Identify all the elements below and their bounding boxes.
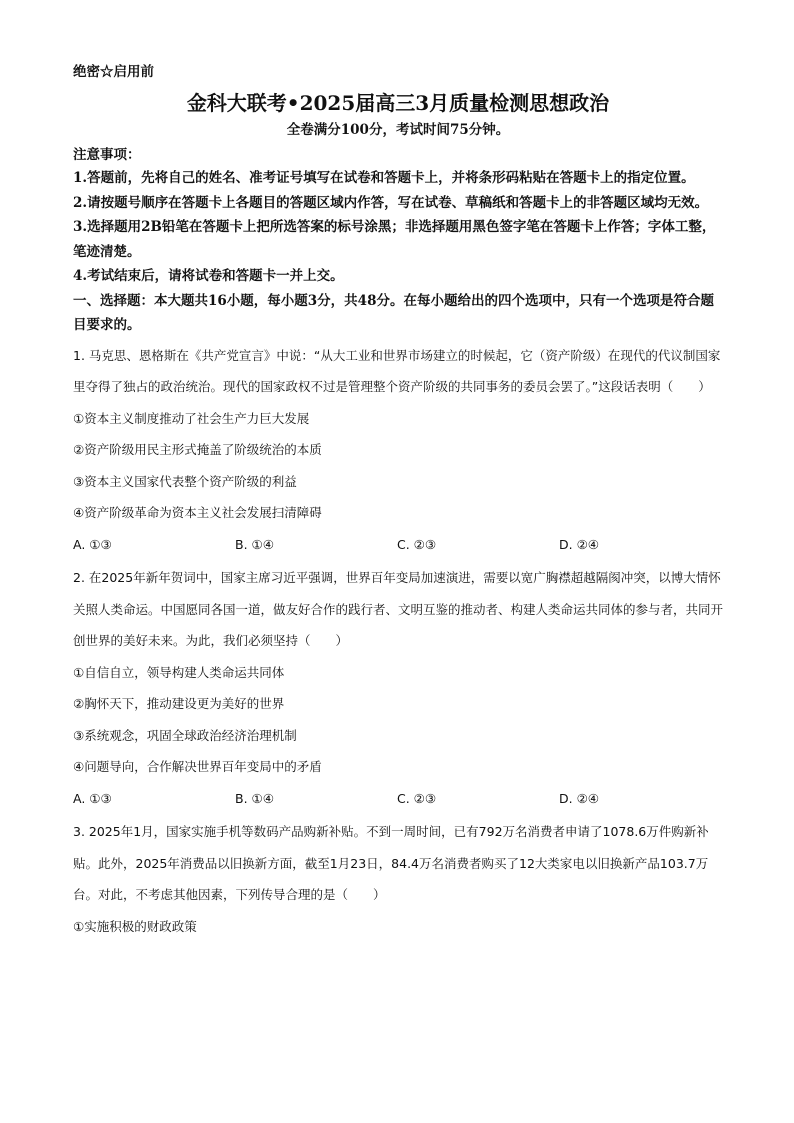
choice-c: C. ②③	[397, 536, 437, 552]
secret-mark: 绝密☆启用前	[73, 64, 154, 80]
notice-item: 4.考试结束后，请将试卷和答题卡一并上交。	[73, 268, 344, 284]
question-option: ③资本主义国家代表整个资产阶级的利益	[73, 473, 297, 489]
question-option: ①自信自立，领导构建人类命运共同体	[73, 664, 285, 680]
question-option: ①实施积极的财政政策	[73, 918, 197, 934]
choice-b: B. ①④	[235, 790, 274, 806]
answer-choices	[73, 783, 723, 815]
question-stem: 1. 马克思、恩格斯在《共产党宣言》中说：“从大工业和世界市场建立的时候起，它（资产阶级）在现代的代议制国家里夺得了独占的政治统治。现代的国家政权不过是管理整个资产阶级的共同事务的委员会罢了。”这段话表明（ ）	[73, 347, 721, 394]
choice-d: D. ②④	[559, 536, 599, 552]
question-option: ④资产阶级革命为资本主义社会发展扫清障碍	[73, 505, 322, 520]
notice-item: 1.答题前，先将自己的姓名、准考证号填写在试卷和答题卡上，并将条形码粘贴在答题卡上的指定位置。	[73, 170, 695, 186]
choice-a: A. ①③	[73, 536, 112, 552]
question-option: ②资产阶级用民主形式掩盖了阶级统治的本质	[73, 442, 322, 457]
choice-b: B. ①④	[235, 536, 274, 552]
choice-c: C. ②③	[397, 790, 437, 806]
exam-title: 金科大联考•2025届高三3月质量检测思想政治	[186, 91, 610, 115]
choice-a: A. ①③	[73, 790, 112, 806]
question-option: ②胸怀天下，推动建设更为美好的世界	[73, 696, 285, 711]
exam-subtitle: 全卷满分100分，考试时间75分钟。	[286, 122, 510, 138]
question-option: ①资本主义制度推动了社会生产力巨大发展	[73, 410, 310, 426]
question-option: ④问题导向，合作解决世界百年变局中的矛盾	[73, 759, 322, 774]
section-heading: 一、选择题：本大题共16小题，每小题3分，共48分。在每小题给出的四个选项中，只有一个选项是符合题目要求的。	[73, 292, 714, 333]
question-option: ③系统观念，巩固全球政治经济治理机制	[73, 727, 297, 743]
notice-heading: 注意事项：	[73, 147, 141, 163]
notice-item: 3.选择题用2B铅笔在答题卡上把所选答案的标号涂黑；非选择题用黑色签字笔在答题卡上作答；字体工整，笔迹清楚。	[73, 219, 716, 260]
question-stem: 2. 在2025年新年贺词中，国家主席习近平强调，世界百年变局加速演进，需要以宽广胸襟超越隔阂冲突，以博大情怀关照人类命运。中国愿同各国一道，做友好合作的践行者、文明互鉴的推动者、构建人类命运共同体的参与者，共同开创世界的美好未来。为此，我们必须坚持（ ）	[73, 570, 724, 648]
question-stem: 3. 2025年1月，国家实施手机等数码产品购新补贴。不到一周时间，已有792万名消费者申请了1078.6万件购新补贴。此外，2025年消费品以旧换新方面，截至1月23日，84.4万名消费者购买了12大类家电以旧换新产品103.7万台。对此，不考虑其他因素，下列传导合理的是（ ）	[73, 824, 709, 902]
notice-item: 2.请按题号顺序在答题卡上各题目的答题区域内作答，写在试卷、草稿纸和答题卡上的非答题区域均无效。	[73, 194, 709, 211]
choice-d: D. ②④	[559, 790, 599, 806]
answer-choices	[73, 529, 723, 561]
exam-page	[73, 62, 723, 942]
